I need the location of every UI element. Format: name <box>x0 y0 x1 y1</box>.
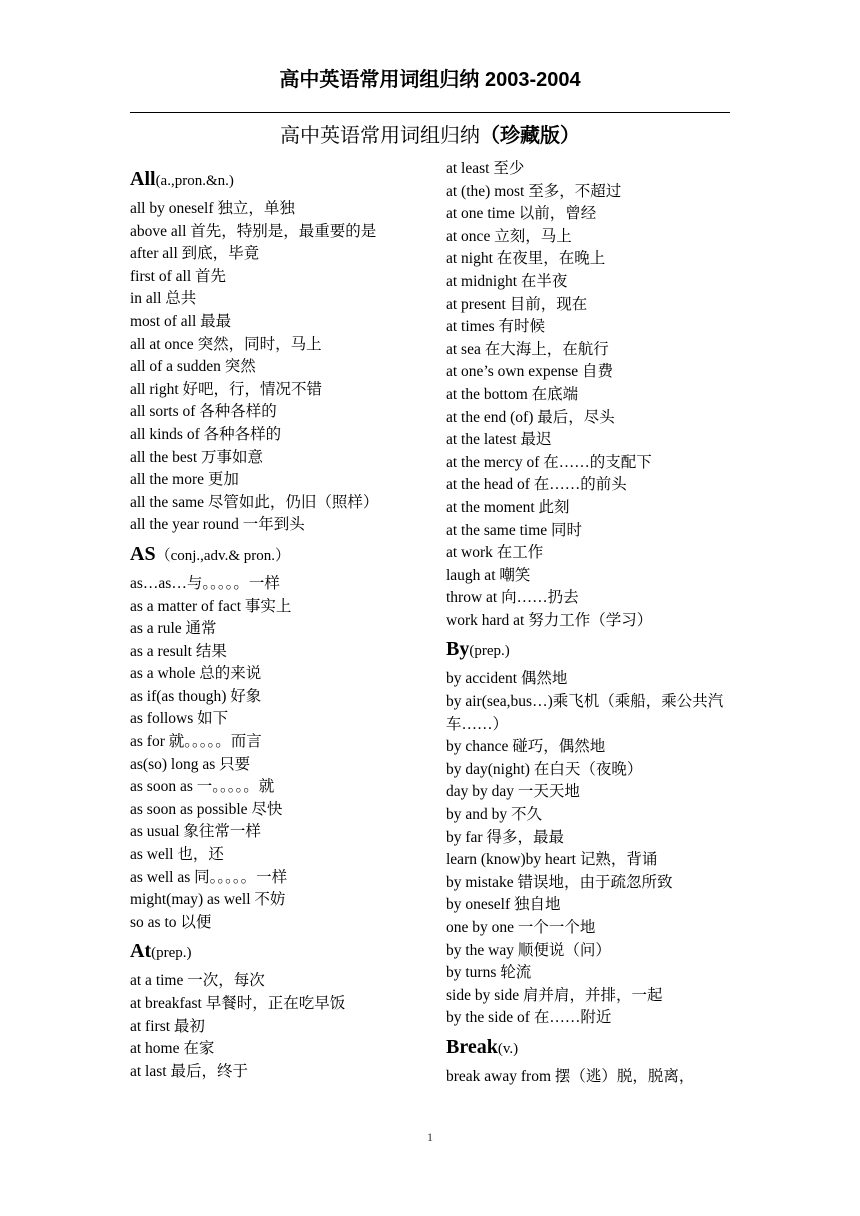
phrase-entry: by air(sea,bus…)乘飞机（乘船，乘公共汽车……） <box>446 693 724 733</box>
phrase-entry: by far 得多，最最 <box>446 828 564 846</box>
phrase-entry: by chance 碰巧，偶然地 <box>446 738 606 756</box>
phrase-entry: as if(as though) 好象 <box>130 687 262 705</box>
phrase-entry: by the side of 在……附近 <box>446 1009 612 1027</box>
document-title-edition: （珍藏版） <box>480 125 580 147</box>
phrase-entry: in all 总共 <box>130 290 197 308</box>
phrase-entry: at sea 在大海上，在航行 <box>446 340 609 358</box>
phrase-entry: as well 也，还 <box>130 846 224 864</box>
phrase-entry: day by day 一天天地 <box>446 783 580 801</box>
phrase-entry: at the latest 最迟 <box>446 431 552 449</box>
phrase-entry: at the same time 同时 <box>446 521 583 539</box>
section-heading-at <box>130 934 440 970</box>
document-title <box>0 122 860 150</box>
phrase-entry: as follows 如下 <box>130 710 229 728</box>
phrase-entry: as for 就。。。。。而言 <box>130 733 262 751</box>
section-heading-all <box>130 158 440 198</box>
document-title-main: 高中英语常用词组归纳 <box>280 125 480 147</box>
phrase-entry: learn (know)by heart 记熟，背诵 <box>446 851 658 869</box>
phrase-entry: at first 最初 <box>130 1017 205 1035</box>
phrase-entry: as a result 结果 <box>130 642 227 660</box>
headword: At <box>130 940 152 963</box>
phrase-entry: one by one 一个一个地 <box>446 919 596 936</box>
phrase-entry: as a whole 总的来说 <box>130 665 262 683</box>
phrase-entry: by and by 不久 <box>446 806 543 824</box>
section-heading-as <box>130 537 440 573</box>
phrase-entry: all sorts of 各种各样的 <box>130 403 277 421</box>
phrase-entry: first of all 首先 <box>130 267 226 285</box>
right-column <box>446 158 736 1089</box>
phrase-entry: as…as…与。。。。。一样 <box>130 574 280 592</box>
phrase-entry: at the moment 此刻 <box>446 498 570 516</box>
phrase-entry: all right 好吧，行，情况不错 <box>130 380 323 398</box>
phrase-entry: all of a sudden 突然 <box>130 358 256 376</box>
phrase-entry: at home 在家 <box>130 1040 215 1058</box>
phrase-entry: by mistake 错误地，由于疏忽所致 <box>446 873 673 891</box>
phrase-entry: by the way 顺便说（问） <box>446 941 611 959</box>
part-of-speech: (a.,pron.&n.) <box>155 173 234 189</box>
phrase-entry: as a rule 通常 <box>130 620 217 638</box>
phrase-entry: at least 至少 <box>446 160 525 177</box>
left-column <box>130 158 440 1083</box>
phrase-entry: by accident 偶然地 <box>446 670 568 688</box>
phrase-entry: side by side 肩并肩，并排，一起 <box>446 986 663 1004</box>
phrase-entry: at the mercy of 在……的支配下 <box>446 453 652 471</box>
phrase-entry: as soon as 一。。。。。就 <box>130 778 275 796</box>
phrase-entry: all by oneself 独立，单独 <box>130 200 295 217</box>
phrase-entry: as usual 象往常一样 <box>130 823 261 841</box>
part-of-speech: （conj.,adv.& pron.） <box>155 547 290 564</box>
phrase-entry: above all 首先，特别是，最重要的是 <box>130 222 377 240</box>
phrase-entry: throw at 向……扔去 <box>446 589 579 607</box>
phrase-entry: at the bottom 在底端 <box>446 385 579 403</box>
phrase-entry: at the end (of) 最后，尽头 <box>446 408 615 426</box>
phrase-entry: by turns 轮流 <box>446 964 532 982</box>
phrase-entry: might(may) as well 不妨 <box>130 891 286 909</box>
phrase-entry: as well as 同。。。。。一样 <box>130 868 288 886</box>
phrase-entry: so as to 以便 <box>130 913 212 931</box>
headword: AS <box>130 542 156 565</box>
headword: All <box>130 168 156 190</box>
running-header: 高中英语常用词组归纳 2003-2004 <box>279 69 581 91</box>
phrase-entry: all at once 突然，同时，马上 <box>130 335 322 353</box>
phrase-entry: most of all 最最 <box>130 312 232 330</box>
phrase-entry: at times 有时候 <box>446 318 546 336</box>
part-of-speech: (prep.) <box>151 945 192 962</box>
phrase-entry: by oneself 独自地 <box>446 896 561 914</box>
phrase-entry: at last 最后，终于 <box>130 1062 248 1080</box>
phrase-entry: at midnight 在半夜 <box>446 272 568 290</box>
phrase-entry: as(so) long as 只要 <box>130 755 251 773</box>
part-of-speech: (v.) <box>497 1040 519 1057</box>
phrase-entry: work hard at 努力工作（学习） <box>446 611 653 629</box>
phrase-entry: all kinds of 各种各样的 <box>130 425 282 443</box>
phrase-entry: at once 立刻，马上 <box>446 227 572 245</box>
phrase-entry: at (the) most 至多，不超过 <box>446 182 622 200</box>
section-heading-break <box>446 1030 736 1066</box>
phrase-entry: all the best 万事如意 <box>130 448 264 466</box>
phrase-entry: as soon as possible 尽快 <box>130 800 283 818</box>
headword: By <box>446 638 470 661</box>
phrase-entry: all the same 尽管如此，仍旧（照样） <box>130 493 379 511</box>
phrase-entry: at a time 一次，每次 <box>130 972 265 990</box>
page-number: 1 <box>427 1130 433 1144</box>
phrase-entry: break away from 摆（逃）脱，脱离， <box>446 1067 695 1085</box>
phrase-entry: at night 在夜里，在晚上 <box>446 250 606 268</box>
section-heading-by <box>446 632 736 668</box>
phrase-entry: all the year round 一年到头 <box>130 516 305 534</box>
phrase-entry: at one time 以前，曾经 <box>446 205 597 223</box>
phrase-entry: by day(night) 在白天（夜晚） <box>446 760 643 778</box>
phrase-entry: at breakfast 早餐时，正在吃早饭 <box>130 995 346 1012</box>
phrase-entry: after all 到底，毕竟 <box>130 245 260 263</box>
phrase-entry: at the head of 在……的前头 <box>446 476 627 494</box>
phrase-entry: at present 目前，现在 <box>446 295 588 313</box>
headword: Break <box>446 1035 498 1058</box>
phrase-entry: at one’s own expense 自费 <box>446 363 614 381</box>
phrase-entry: as a matter of fact 事实上 <box>130 597 292 615</box>
phrase-entry: laugh at 嘲笑 <box>446 566 531 584</box>
part-of-speech: (prep.) <box>469 643 510 660</box>
header-rule <box>130 112 730 113</box>
phrase-entry: at work 在工作 <box>446 544 544 562</box>
phrase-entry: all the more 更加 <box>130 471 239 489</box>
